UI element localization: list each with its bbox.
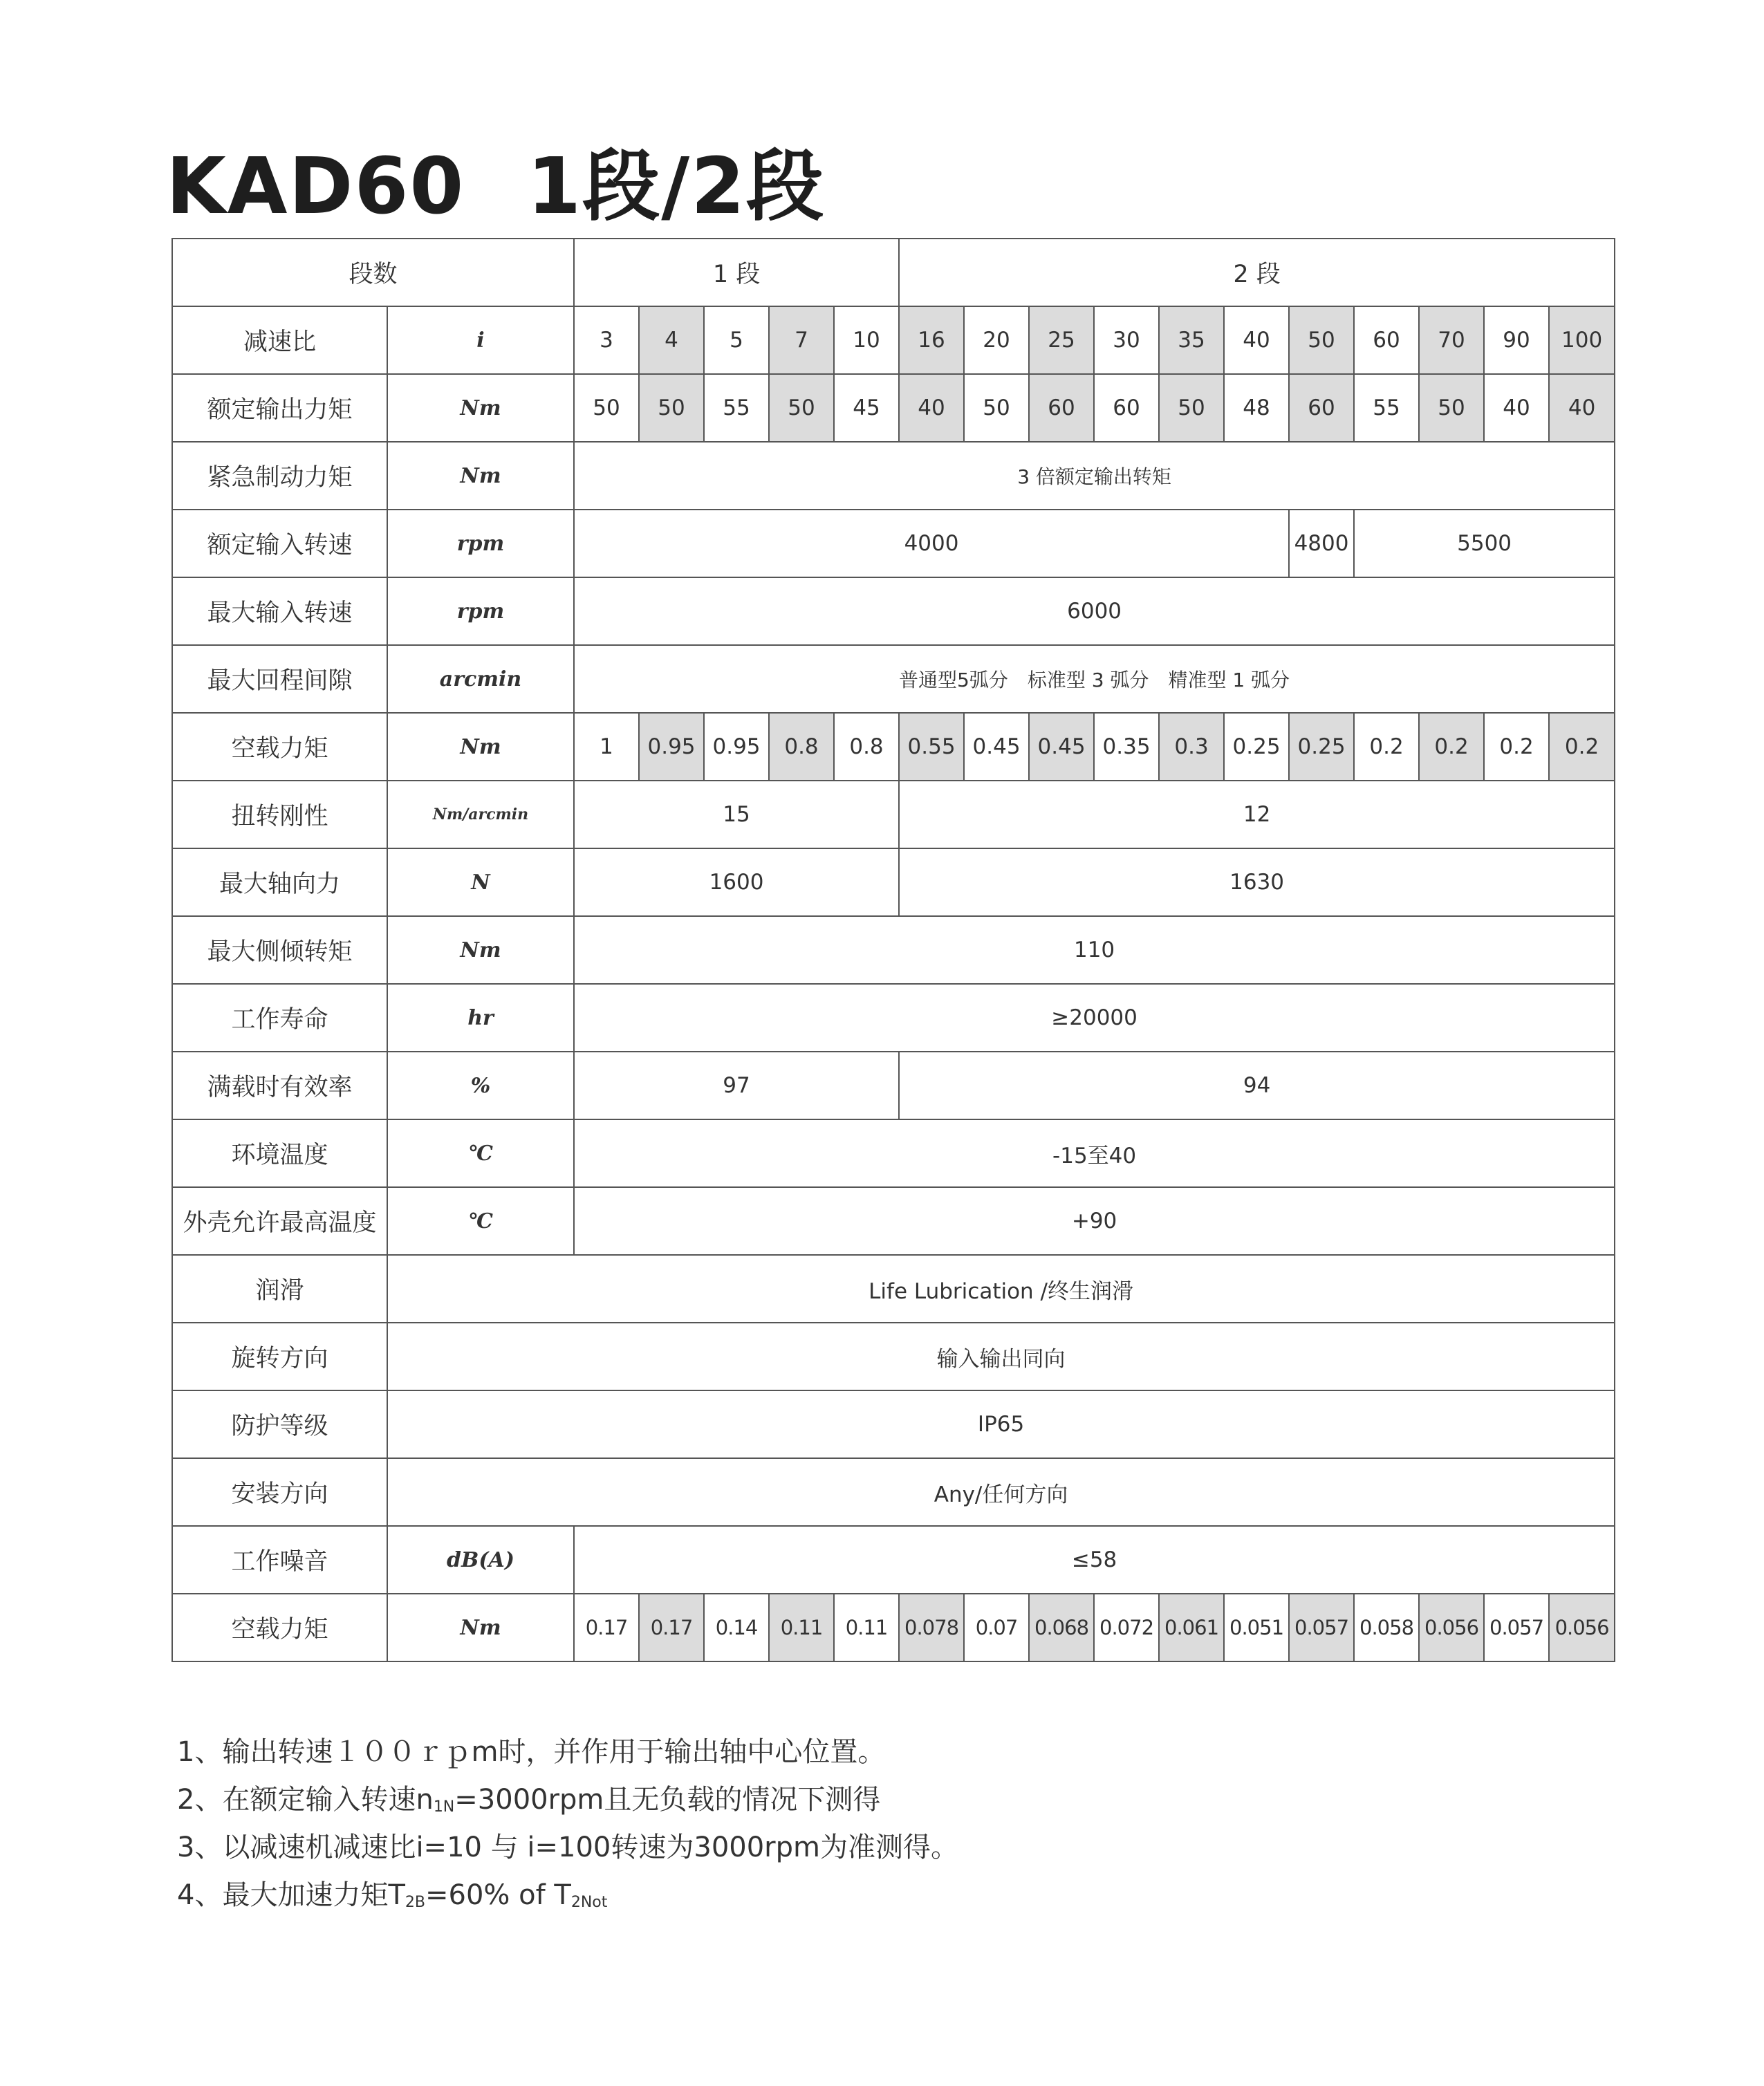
stage1-header: 1 段 (574, 239, 899, 306)
ratio-cell: 70 (1419, 306, 1484, 374)
ratio-cell: 25 (1029, 306, 1094, 374)
noload-torque2-label: 空载力矩 (172, 1594, 387, 1661)
noload-torque-cell: 0.2 (1354, 713, 1419, 781)
footnote-1: 1、输出转速１００ｒｐm时，并作用于输出轴中心位置。 (177, 1736, 886, 1768)
noload-torque2-cell: 0.11 (769, 1594, 834, 1661)
noload-torque2-cell: 0.068 (1029, 1594, 1094, 1661)
noload-torque-cell: 0.35 (1094, 713, 1159, 781)
emergency-torque-row (172, 442, 1615, 510)
rated-torque-cell: 45 (834, 374, 899, 442)
noload-torque2-cell: 0.17 (574, 1594, 639, 1661)
noload-torque-unit: Nm (387, 713, 574, 781)
noload-torque2-cell: 0.061 (1159, 1594, 1224, 1661)
noload-torque-cell: 0.3 (1159, 713, 1224, 781)
page-title (166, 124, 825, 236)
footnote-2-text-a: 2、在额定输入转速n (177, 1784, 434, 1816)
noload-torque-cell: 0.25 (1289, 713, 1354, 781)
ratio-cell: 50 (1289, 306, 1354, 374)
noload-torque-row (172, 713, 1615, 781)
rated-input-speed-value-3: 5500 (1354, 510, 1615, 577)
emergency-torque-label: 紧急制动力矩 (172, 442, 387, 510)
rated-torque-label: 额定输出力矩 (172, 374, 387, 442)
rated-torque-cell: 40 (899, 374, 964, 442)
stage2-header: 2 段 (899, 239, 1615, 306)
noload-torque-cell: 0.2 (1549, 713, 1615, 781)
rated-torque-cell: 40 (1484, 374, 1549, 442)
noload-torque2-row (172, 1594, 1615, 1661)
efficiency-unit: % (387, 1052, 574, 1119)
spec-table (171, 238, 1615, 1662)
noload-torque-cell: 0.8 (769, 713, 834, 781)
ratio-cell: 35 (1159, 306, 1224, 374)
lubrication-value: Life Lubrication /终生润滑 (387, 1255, 1615, 1323)
ratio-cell: 40 (1224, 306, 1289, 374)
noload-torque2-cell: 0.057 (1289, 1594, 1354, 1661)
backlash-value: 普通型5弧分 标准型 3 弧分 精准型 1 弧分 (574, 645, 1615, 713)
mounting-label: 安装方向 (172, 1458, 387, 1526)
noload-torque2-cell: 0.072 (1094, 1594, 1159, 1661)
footnote-4-subscript-2: 2Not (570, 1894, 608, 1911)
service-life-label: 工作寿命 (172, 984, 387, 1052)
torsional-rigidity-label: 扭转刚性 (172, 781, 387, 848)
rated-torque-cell: 50 (769, 374, 834, 442)
noload-torque2-cell: 0.17 (639, 1594, 704, 1661)
rated-torque-cell: 55 (704, 374, 769, 442)
max-input-speed-value: 6000 (574, 577, 1615, 645)
noload-torque2-cell: 0.14 (704, 1594, 769, 1661)
noload-torque2-cell: 0.051 (1224, 1594, 1289, 1661)
emergency-torque-unit: Nm (387, 442, 574, 510)
torsional-rigidity-stage2: 12 (899, 781, 1615, 848)
tilting-torque-row (172, 916, 1615, 984)
emergency-torque-value: 3 倍额定输出转矩 (574, 442, 1615, 510)
efficiency-stage1: 97 (574, 1052, 899, 1119)
rated-torque-cell: 50 (1419, 374, 1484, 442)
rated-torque-cell: 50 (639, 374, 704, 442)
ratio-unit: i (387, 306, 574, 374)
protection-value: IP65 (387, 1390, 1615, 1458)
ambient-temp-unit: ℃ (387, 1119, 574, 1187)
noload-torque-cell: 0.8 (834, 713, 899, 781)
footnote-2-text-b: =3000rpm且无负载的情况下测得 (454, 1784, 881, 1816)
service-life-unit: hr (387, 984, 574, 1052)
footnote-4-text-b: =60% of T (425, 1879, 571, 1911)
noload-torque-cell: 0.45 (1029, 713, 1094, 781)
noload-torque-cell: 0.55 (899, 713, 964, 781)
noload-torque2-cell: 0.057 (1484, 1594, 1549, 1661)
footnote-4 (177, 1872, 958, 1919)
torsional-rigidity-row (172, 781, 1615, 848)
axial-force-row (172, 848, 1615, 916)
max-housing-temp-row (172, 1187, 1615, 1255)
ratio-cell: 16 (899, 306, 964, 374)
protection-label: 防护等级 (172, 1390, 387, 1458)
noload-torque2-unit: Nm (387, 1594, 574, 1661)
model-name: KAD60 (166, 142, 465, 232)
ratio-cell: 7 (769, 306, 834, 374)
rated-torque-cell: 40 (1549, 374, 1615, 442)
ratio-label: 减速比 (172, 306, 387, 374)
ratio-row (172, 306, 1615, 374)
ratio-cell: 5 (704, 306, 769, 374)
noload-torque2-cell: 0.056 (1549, 1594, 1615, 1661)
rated-torque-unit: Nm (387, 374, 574, 442)
rated-torque-row (172, 374, 1615, 442)
rated-input-speed-label: 额定输入转速 (172, 510, 387, 577)
rated-torque-cell: 50 (1159, 374, 1224, 442)
noload-torque-label: 空载力矩 (172, 713, 387, 781)
lubrication-row (172, 1255, 1615, 1323)
efficiency-stage2: 94 (899, 1052, 1615, 1119)
rotation-row (172, 1323, 1615, 1390)
efficiency-row (172, 1052, 1615, 1119)
stage-title: 1段/2段 (527, 142, 826, 232)
footnote-3: 3、以减速机减速比i=10 与 i=100转速为3000rpm为准测得。 (177, 1832, 958, 1863)
torsional-rigidity-unit: Nm/arcmin (387, 781, 574, 848)
noload-torque2-cell: 0.07 (964, 1594, 1029, 1661)
rated-input-speed-unit: rpm (387, 510, 574, 577)
service-life-value: ≥20000 (574, 984, 1615, 1052)
rated-input-speed-row (172, 510, 1615, 577)
lubrication-label: 润滑 (172, 1255, 387, 1323)
ambient-temp-label: 环境温度 (172, 1119, 387, 1187)
footnote-2 (177, 1776, 958, 1824)
ratio-cell: 30 (1094, 306, 1159, 374)
stage-header-label: 段数 (172, 239, 574, 306)
efficiency-label: 满载时有效率 (172, 1052, 387, 1119)
axial-force-stage1: 1600 (574, 848, 899, 916)
max-input-speed-label: 最大输入转速 (172, 577, 387, 645)
noload-torque-cell: 0.95 (704, 713, 769, 781)
max-housing-temp-label: 外壳允许最高温度 (172, 1187, 387, 1255)
protection-row (172, 1390, 1615, 1458)
noload-torque2-cell: 0.078 (899, 1594, 964, 1661)
tilting-torque-unit: Nm (387, 916, 574, 984)
ambient-temp-row (172, 1119, 1615, 1187)
mounting-row (172, 1458, 1615, 1526)
noload-torque-cell: 0.45 (964, 713, 1029, 781)
noise-label: 工作噪音 (172, 1526, 387, 1594)
ambient-temp-value: -15至40 (574, 1119, 1615, 1187)
footnote-2-subscript: 1N (433, 1798, 455, 1816)
rated-torque-cell: 48 (1224, 374, 1289, 442)
service-life-row (172, 984, 1615, 1052)
ratio-cell: 4 (639, 306, 704, 374)
rated-torque-cell: 60 (1289, 374, 1354, 442)
noise-row (172, 1526, 1615, 1594)
noload-torque-cell: 0.95 (639, 713, 704, 781)
max-housing-temp-unit: ℃ (387, 1187, 574, 1255)
noload-torque2-cell: 0.056 (1419, 1594, 1484, 1661)
axial-force-stage2: 1630 (899, 848, 1615, 916)
rated-input-speed-value-2: 4800 (1289, 510, 1354, 577)
footnote-4-subscript-1: 2B (405, 1894, 425, 1911)
footnote-4-text-a: 4、最大加速力矩T (177, 1879, 405, 1911)
ratio-cell: 3 (574, 306, 639, 374)
rotation-value: 输入输出同向 (387, 1323, 1615, 1390)
noload-torque-cell: 0.25 (1224, 713, 1289, 781)
tilting-torque-value: 110 (574, 916, 1615, 984)
rated-torque-cell: 50 (574, 374, 639, 442)
noload-torque2-cell: 0.058 (1354, 1594, 1419, 1661)
rotation-label: 旋转方向 (172, 1323, 387, 1390)
ratio-cell: 20 (964, 306, 1029, 374)
backlash-row (172, 645, 1615, 713)
max-housing-temp-value: +90 (574, 1187, 1615, 1255)
footnotes (177, 1729, 958, 1919)
noise-value: ≤58 (574, 1526, 1615, 1594)
noload-torque-cell: 0.2 (1419, 713, 1484, 781)
max-input-speed-unit: rpm (387, 577, 574, 645)
rated-torque-cell: 60 (1029, 374, 1094, 442)
axial-force-label: 最大轴向力 (172, 848, 387, 916)
ratio-cell: 60 (1354, 306, 1419, 374)
ratio-cell: 100 (1549, 306, 1615, 374)
header-row (172, 239, 1615, 306)
max-input-speed-row (172, 577, 1615, 645)
ratio-cell: 10 (834, 306, 899, 374)
backlash-label: 最大回程间隙 (172, 645, 387, 713)
noload-torque-cell: 1 (574, 713, 639, 781)
noload-torque-cell: 0.2 (1484, 713, 1549, 781)
mounting-value: Any/任何方向 (387, 1458, 1615, 1526)
rated-torque-cell: 60 (1094, 374, 1159, 442)
axial-force-unit: N (387, 848, 574, 916)
ratio-cell: 90 (1484, 306, 1549, 374)
rated-torque-cell: 55 (1354, 374, 1419, 442)
backlash-unit: arcmin (387, 645, 574, 713)
noload-torque2-cell: 0.11 (834, 1594, 899, 1661)
tilting-torque-label: 最大侧倾转矩 (172, 916, 387, 984)
rated-input-speed-value-1: 4000 (574, 510, 1289, 577)
rated-torque-cell: 50 (964, 374, 1029, 442)
noise-unit: dB(A) (387, 1526, 574, 1594)
torsional-rigidity-stage1: 15 (574, 781, 899, 848)
